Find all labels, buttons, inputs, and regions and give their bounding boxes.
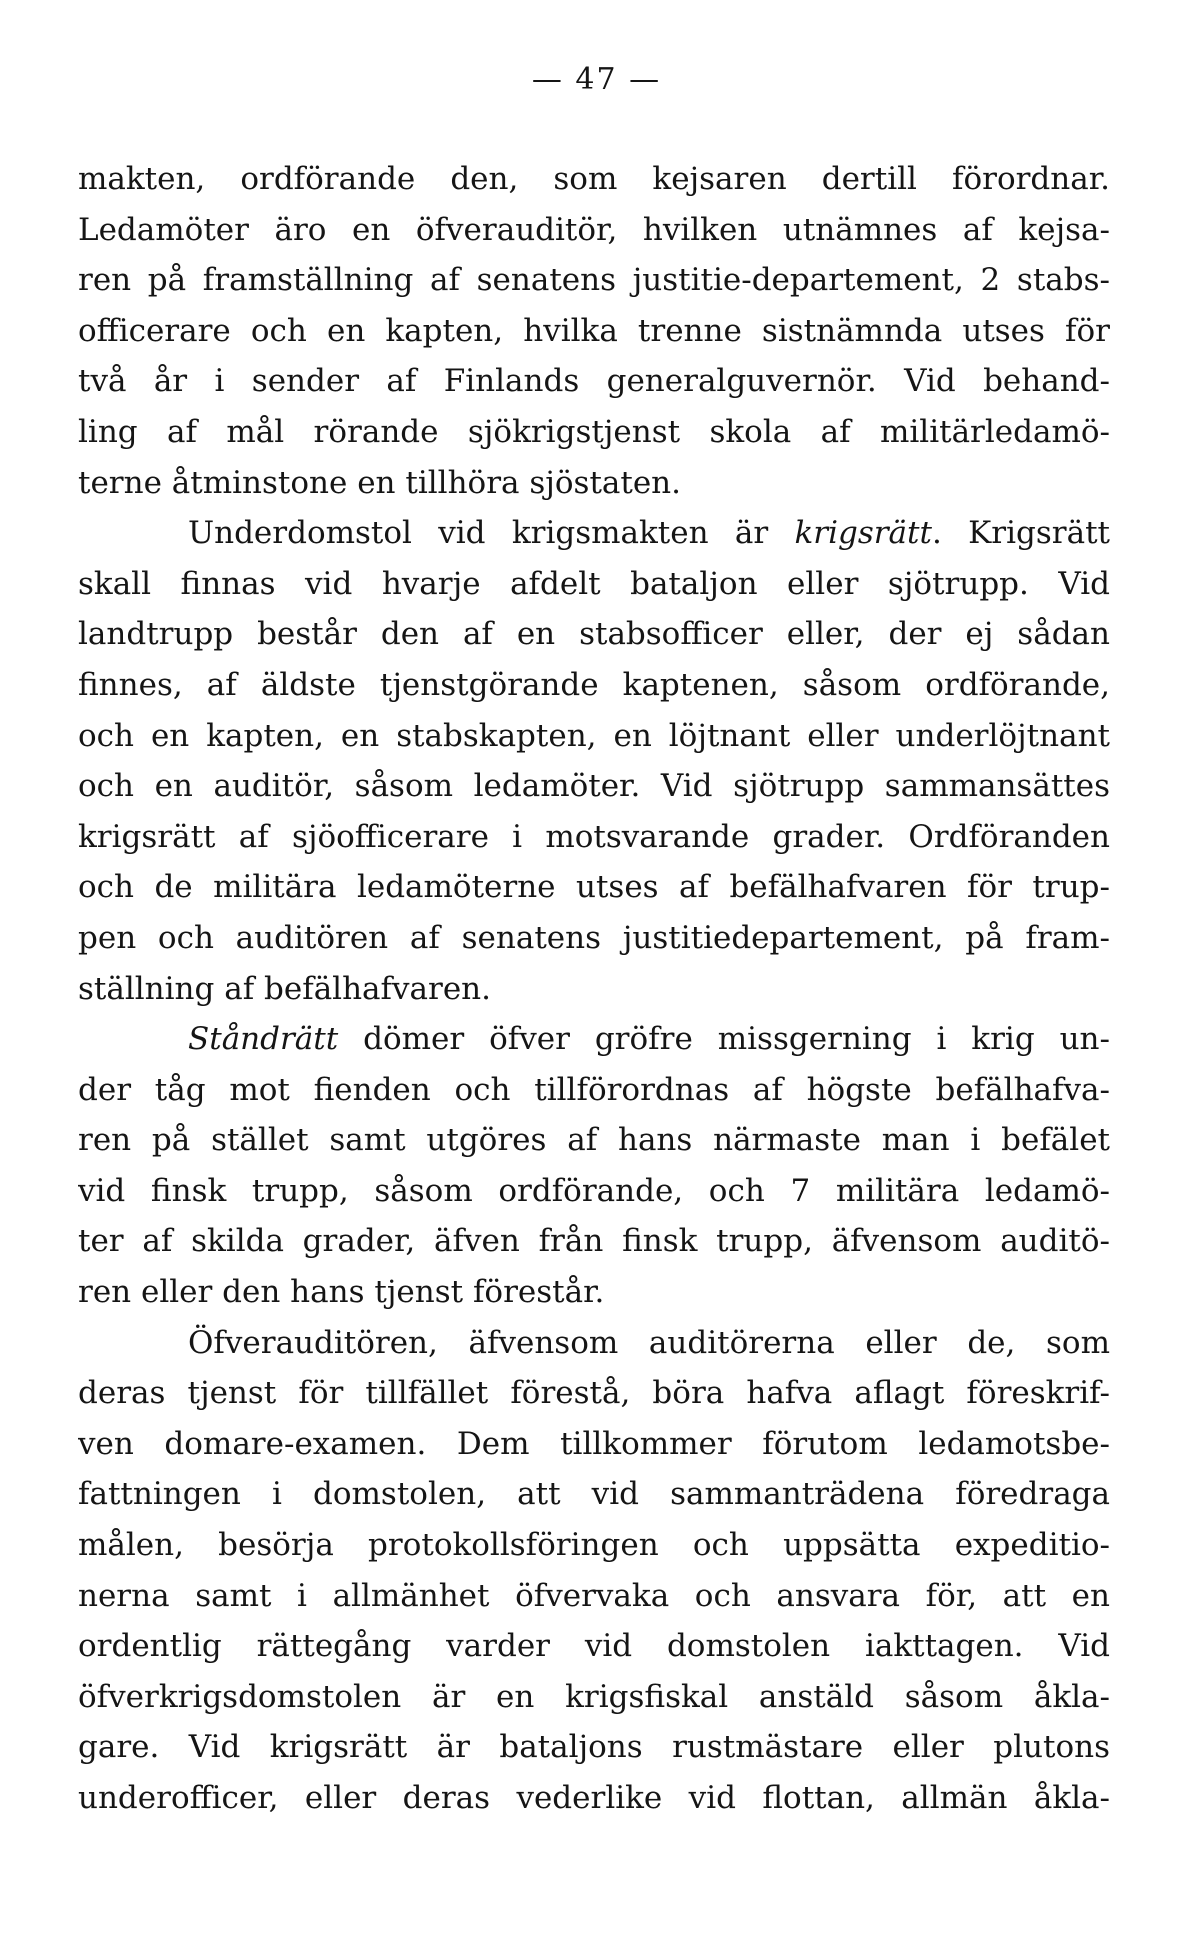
text-line: ter af skilda grader, äfven från finsk trupp, äfvensom auditö- <box>78 1223 1110 1260</box>
text-line: deras tjenst för tillfället förestå, böra hafva aflagt föreskrif- <box>78 1375 1110 1412</box>
text-line: ren på stället samt utgöres af hans närmaste man i befälet <box>78 1122 1110 1159</box>
text-line: underofficer, eller deras vederlike vid flottan, allmän åkla- <box>78 1780 1110 1816</box>
text-line: gare. Vid krigsrätt är bataljons rustmästare eller plutons <box>78 1729 1110 1766</box>
italic-term: krigsrätt <box>794 515 932 552</box>
text-line: finnes, af äldste tjenstgörande kaptenen, såsom ordförande, <box>78 666 1110 703</box>
text-line: vid finsk trupp, såsom ordförande, och 7 militära ledamö- <box>78 1172 1110 1209</box>
text-line: pen och auditören af senatens justitiedepartement, på fram- <box>78 919 1110 956</box>
text-line: ven domare-examen. Dem tillkommer förutom ledamotsbe- <box>78 1425 1110 1462</box>
text-line: fattningen i domstolen, att vid sammanträdena föredraga <box>78 1476 1110 1513</box>
text-line: målen, besörja protokollsföringen och uppsätta expeditio- <box>78 1527 1110 1564</box>
text-line: krigsrätt af sjöofficerare i motsvarande grader. Ordföranden <box>78 818 1110 855</box>
text-line: ren eller den hans tjenst förestår. <box>78 1274 605 1311</box>
text-line: ordentlig rättegång varder vid domstolen iakttagen. Vid <box>78 1628 1110 1665</box>
text-line: officerare och en kapten, hvilka trenne sistnämnda utses för <box>78 312 1110 349</box>
body-text <box>78 154 1110 1824</box>
text-line <box>78 508 1110 559</box>
text-line: ställning af befälhafvaren. <box>78 970 491 1007</box>
text-line: der tåg mot fienden och tillförordnas af högste befälhafva- <box>78 1071 1110 1108</box>
text-line: Ledamöter äro en öfverauditör, hvilken utnämnes af kejsa- <box>78 211 1110 248</box>
text-line: öfverkrigsdomstolen är en krigsfiskal anstäld såsom åkla- <box>78 1678 1110 1715</box>
text-line: två år i sender af Finlands generalguvernör. Vid behand- <box>78 363 1110 400</box>
text-line: och en kapten, en stabskapten, en löjtnant eller underlöjtnant <box>78 717 1110 754</box>
text-line: och de militära ledamöterne utses af befälhafvaren för trup- <box>78 869 1110 906</box>
text-run: dömer öfver gröfre missgerning i krig un- <box>338 1021 1110 1058</box>
text-run: . Krigsrätt <box>931 515 1110 552</box>
page-number: — 47 — <box>531 62 662 97</box>
text-line: och en auditör, såsom ledamöter. Vid sjötrupp sammansättes <box>78 768 1110 805</box>
text-line: makten, ordförande den, som kejsaren dertill förordnar. <box>78 161 1110 197</box>
text-line: ren på framställning af senatens justitie-departement, 2 stabs- <box>78 262 1110 299</box>
text-line: Öfverauditören, äfvensom auditörerna eller de, som <box>188 1324 1110 1361</box>
italic-term: Ståndrätt <box>188 1021 339 1058</box>
text-line: landtrupp består den af en stabsofficer eller, der ej sådan <box>78 616 1110 653</box>
text-line: skall finnas vid hvarje afdelt bataljon eller sjötrupp. Vid <box>78 565 1110 602</box>
text-line: terne åtminstone en tillhöra sjöstaten. <box>78 464 682 501</box>
text-run: Underdomstol vid krigsmakten är <box>188 515 795 552</box>
text-line: nerna samt i allmänhet öfvervaka och ansvara för, att en <box>78 1577 1110 1614</box>
text-line: ling af mål rörande sjökrigstjenst skola af militärledamö- <box>78 413 1110 450</box>
text-line <box>78 1014 1110 1065</box>
